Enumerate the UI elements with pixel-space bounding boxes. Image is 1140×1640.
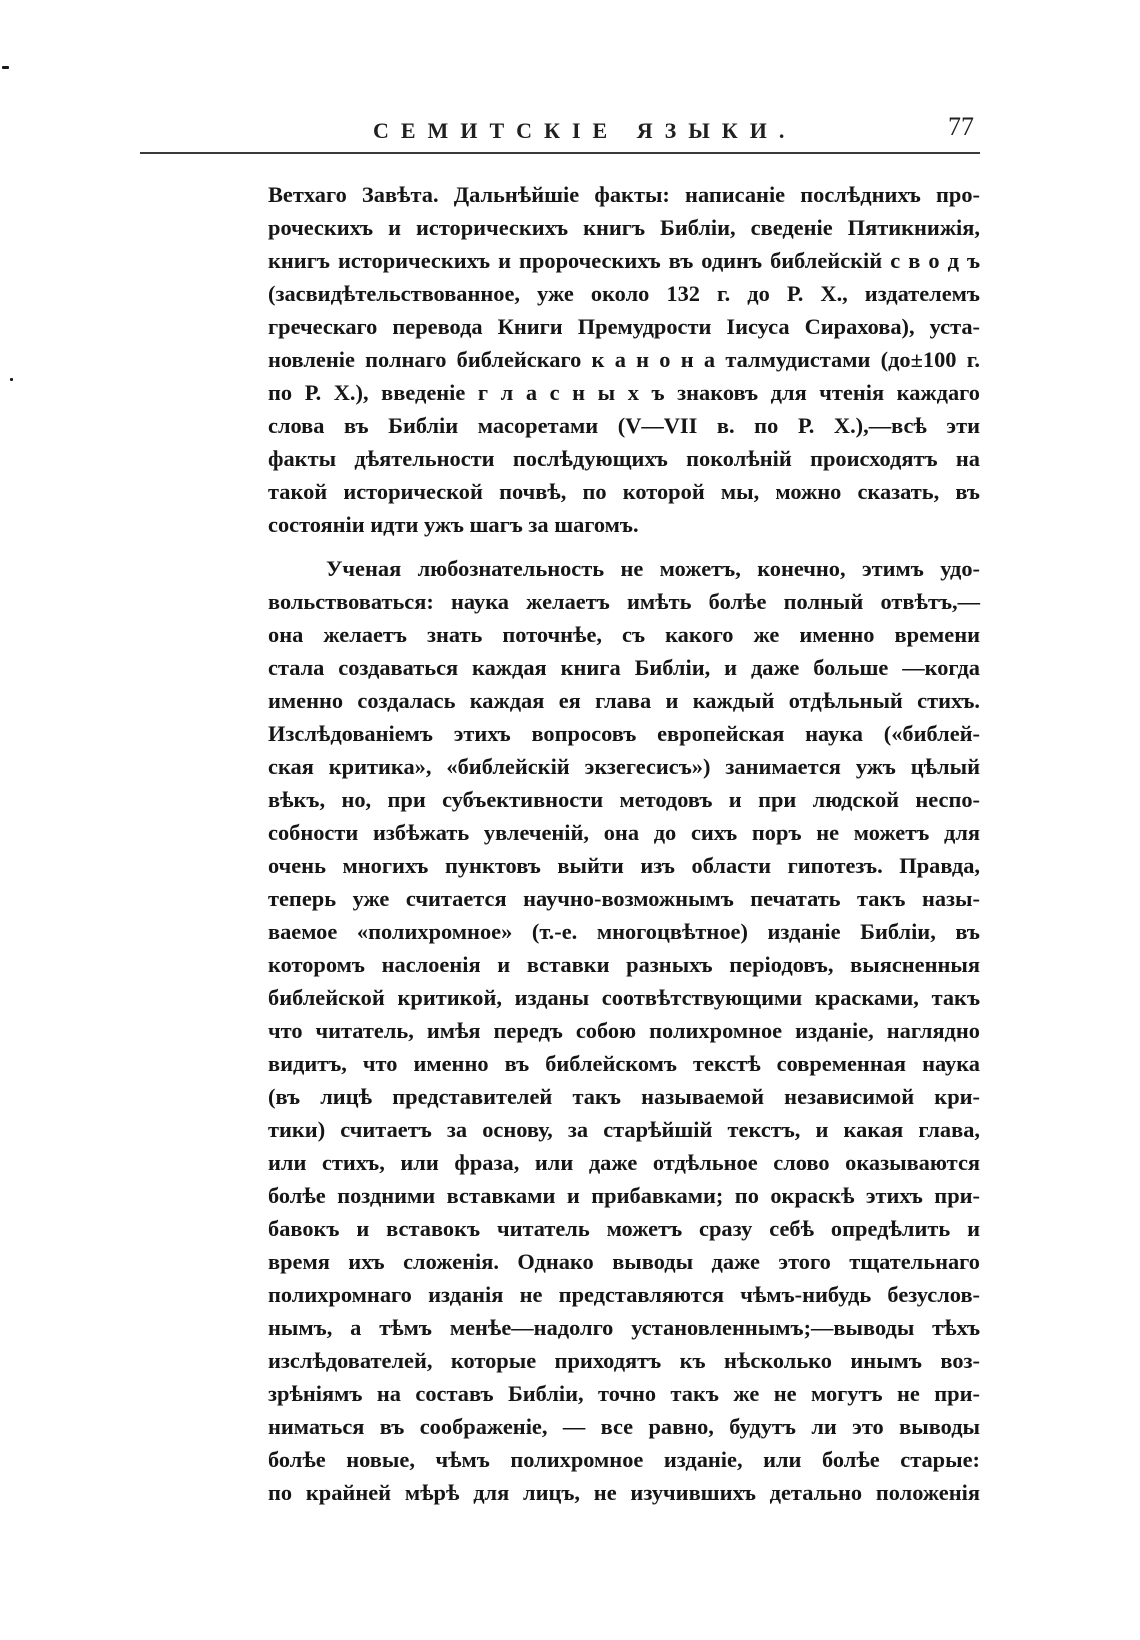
scan-speck-2 (10, 378, 13, 381)
text-line: время ихъ сложенія. Однако выводы даже этого тщательнаго (268, 1249, 980, 1274)
text-line: вѣкъ, но, при субъективности методовъ и при людской неспо- (268, 787, 980, 812)
text-line: слова въ Библіи масоретами (V—VII в. по Р. Х.),—всѣ эти (268, 413, 980, 438)
page-header (280, 112, 980, 152)
text-line: по Р. Х.), введеніе г л а с н ы х ъ знаковъ для чтенія каждаго (268, 380, 980, 405)
text-line: собности избѣжать увлеченій, она до сихъ поръ не можетъ для (268, 820, 980, 845)
text-line: (засвидѣтельствованное, уже около 132 г. до Р. Х., издателемъ (268, 281, 980, 306)
text-line: Изслѣдованіемъ этихъ вопросовъ европейская наука («библей- (268, 721, 980, 746)
text-line: факты дѣятельности послѣдующихъ поколѣній происходятъ на (268, 446, 980, 471)
text-line: полихромнаго изданія не представляются чѣмъ-нибудь безуслов- (268, 1282, 980, 1307)
text-line: именно создалась каждая ея глава и каждый отдѣльный стихъ. (268, 688, 980, 713)
paragraph-1 (268, 178, 980, 541)
text-line: такой исторической почвѣ, по которой мы, можно сказать, въ (268, 479, 980, 504)
text-line: ская критика», «библейскій экзегесисъ») занимается ужъ цѣлый (268, 754, 980, 779)
text-line: бавокъ и вставокъ читатель можетъ сразу себѣ опредѣлить и (268, 1216, 980, 1241)
scan-speck-1 (2, 66, 9, 69)
text-line: книгъ историческихъ и пророческихъ въ одинъ библейскій с в о д ъ (268, 248, 980, 273)
text-line: по крайней мѣрѣ для лицъ, не изучившихъ детально положенія (268, 1480, 980, 1505)
text-line: библейской критикой, изданы соотвѣтствующими красками, такъ (268, 985, 980, 1010)
text-line: греческаго перевода Книги Премудрости Іисуса Сирахова), уста- (268, 314, 980, 339)
header-rule (140, 152, 980, 154)
text-line: (въ лицѣ представителей такъ называемой независимой кри- (268, 1084, 980, 1109)
text-line: которомъ наслоенія и вставки разныхъ періодовъ, выясненныя (268, 952, 980, 977)
text-line: ниматься въ соображеніе, — все равно, будутъ ли это выводы (268, 1414, 980, 1439)
text-line: стала создаваться каждая книга Библіи, и даже больше —когда (268, 655, 980, 680)
text-line: теперь уже считается научно-возможнымъ печатать такъ назы- (268, 886, 980, 911)
text-line: видитъ, что именно въ библейскомъ текстѣ современная наука (268, 1051, 980, 1076)
paragraph-2 (268, 552, 980, 1509)
text-line: очень многихъ пунктовъ выйти изъ области гипотезъ. Правда, (268, 853, 980, 878)
text-line: тики) считаетъ за основу, за старѣйшій текстъ, и какая глава, (268, 1117, 980, 1142)
text-line: зрѣніямъ на составъ Библіи, точно такъ же не могутъ не при- (268, 1381, 980, 1406)
page-number: 77 (948, 112, 974, 141)
text-line: ваемое «полихромное» (т.-е. многоцвѣтное) изданіе Библіи, въ (268, 919, 980, 944)
text-line: или стихъ, или фраза, или даже отдѣльное слово оказываются (268, 1150, 980, 1175)
text-line: состояніи идти ужъ шагъ за шагомъ. (268, 512, 639, 537)
text-line: Ветхаго Завѣта. Дальнѣйшіе факты: написаніе послѣднихъ про- (268, 182, 980, 207)
body-text (268, 178, 980, 1509)
text-line: она желаетъ знать поточнѣе, съ какого же именно времени (268, 622, 980, 647)
running-title: СЕМИТСКІЕ ЯЗЫКИ. (373, 118, 797, 143)
text-line: роческихъ и историческихъ книгъ Библіи, сведеніе Пятикнижія, (268, 215, 980, 240)
text-line: нымъ, а тѣмъ менѣе—надолго установленнымъ;—выводы тѣхъ (268, 1315, 980, 1340)
text-line: болѣе поздними вставками и прибавками; по окраскѣ этихъ при- (268, 1183, 980, 1208)
text-line: новленіе полнаго библейскаго к а н о н а талмудистами (до±100 г. (268, 347, 980, 372)
paragraph-gap (268, 541, 980, 552)
text-line: болѣе новые, чѣмъ полихромное изданіе, или болѣе старые: (268, 1447, 980, 1472)
text-line: изслѣдователей, которые приходятъ къ нѣсколько инымъ воз- (268, 1348, 980, 1373)
text-line: Ученая любознательность не можетъ, конечно, этимъ удо- (326, 556, 980, 581)
text-line: вольствоваться: наука желаетъ имѣть болѣе полный отвѣтъ,— (268, 589, 980, 614)
text-line: что читатель, имѣя передъ собою полихромное изданіе, наглядно (268, 1018, 980, 1043)
